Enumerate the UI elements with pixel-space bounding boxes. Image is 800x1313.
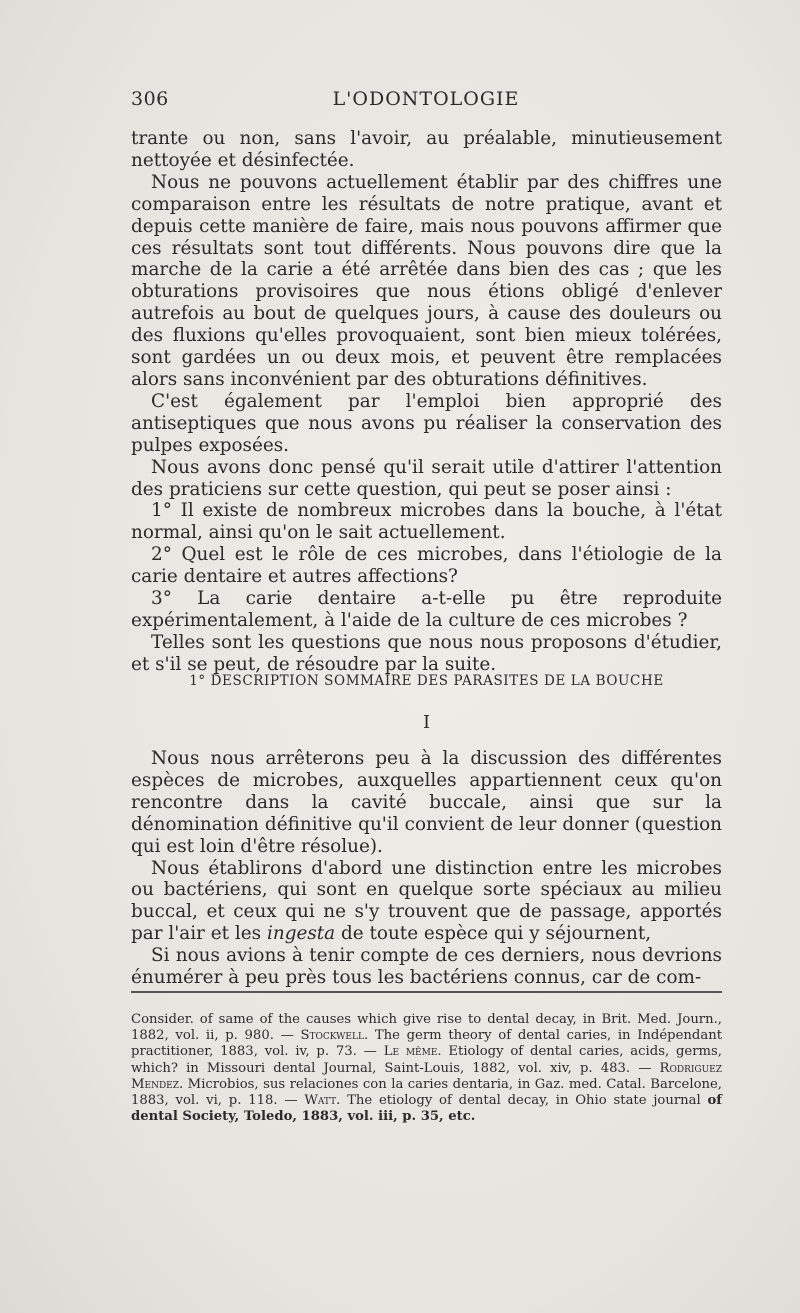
- paragraph: [131, 858, 722, 946]
- footnote-text: . The germ theory of dental caries, in Indépendant practitioner, 1883, vol. iv, p. 73. —: [131, 1028, 723, 1060]
- footnote-text: of dental Society, Toledo, 1883, vol. iii, p. 35, etc.: [131, 1093, 722, 1125]
- paragraph: Nous avons donc pensé qu'il serait utile d'attirer l'attention des praticiens sur cette question, qui peut se poser ainsi :: [131, 456, 722, 500]
- footnote-author: Le même: [383, 1044, 438, 1060]
- footnote-text: . The etiology of dental decay, in Ohio state journal: [336, 1093, 708, 1109]
- text-run: de toute espèce qui y séjournent,: [335, 923, 652, 945]
- list-item: 3° La carie dentaire a-t-elle pu être reproduite expérimentalement, à l'aide de la culture de ces microbes ?: [131, 588, 722, 631]
- footnote-text: . Microbios, sus relaciones con la caries dentaria, in Gaz. med. Catal. Barcelone, 1883, vol. vi, p. 118. —: [131, 1076, 722, 1109]
- paragraph: Nous ne pouvons actuellement établir par des chiffres une comparaison entre les résultats de notre pratique, avant et depuis cette manière de faire, mais nous pouvons affirmer que ces résultats sont tout différents. Nous pouvons dire que la marche de la carie a été arrêtée dans bien des cas ; que les obturations provisoires que nous étions obligé d'enlever autrefois au bout de quelques jours, à cause des douleurs ou des fluxions qu'elles provoquaient, sont bien mieux tolérées, sont gardées un ou deux mois, et peuvent être remplacées alors sans inconvénient par des obturations définitives.: [131, 171, 722, 390]
- page-number: 306: [131, 88, 169, 110]
- page-header: [131, 88, 721, 114]
- paragraph: Nous nous arrêterons peu à la discussion des différentes espèces de microbes, auxquelles appartiennent ceux qu'on rencontre dans la cavité buccale, ainsi que sur la dénomination définitive qu'il convient de leur donner (question qui est loin d'être résolue).: [131, 748, 722, 857]
- section-heading: 1° DESCRIPTION SOMMAIRE DES PARASITES DE LA BOUCHE: [189, 673, 664, 689]
- body-text: [131, 128, 722, 676]
- footnote-text: . Etiology of dental caries, acids, germs, which? in Missouri dental Journal, Saint-Louis, 1882, vol. xiv, p. 483. —: [131, 1044, 722, 1076]
- footnote-author: Watt: [304, 1093, 337, 1109]
- footnote-author: Rodriguez Mendez: [131, 1060, 722, 1092]
- text-run: Nous établirons d'abord une distinction entre les microbes ou bactériens, qui sont en quelque sorte spéciaux au milieu buccal, et ceux qui ne s'y trouvent que de passage, apportés par l'air et les: [131, 857, 722, 945]
- paragraph: Si nous avions à tenir compte de ces derniers, nous devrions énumérer à peu près tous les bactériens connus, car de com-: [131, 945, 722, 989]
- paragraph: C'est également par l'emploi bien approprié des antiseptiques que nous avons pu réaliser la conservation des pulpes exposées.: [131, 390, 722, 456]
- footnote-text: Consider. of same of the causes which give rise to dental decay, in Brit. Med. Journ., 1882, vol. ii, p. 980. —: [131, 1012, 722, 1044]
- list-item: 2° Quel est le rôle de ces microbes, dans l'étiologie de la carie dentaire et autres affections?: [131, 544, 722, 588]
- running-title: L'ODONTOLOGIE: [332, 88, 520, 110]
- footnote-author: Stockwell: [300, 1028, 364, 1044]
- section-body-text: [131, 748, 722, 989]
- paragraph: Telles sont les questions que nous nous proposons d'étudier, et s'il se peut, de résoudre par la suite.: [131, 631, 722, 675]
- footnote-divider: [131, 991, 722, 993]
- section-numeral: I: [422, 712, 431, 733]
- italic-term: ingesta: [266, 923, 336, 945]
- footnote: [131, 1012, 722, 1125]
- list-item: 1° Il existe de nombreux microbes dans la bouche, à l'état normal, ainsi qu'on le sait actuellement.: [131, 500, 722, 544]
- paragraph: trante ou non, sans l'avoir, au préalable, minutieusement nettoyée et désinfectée.: [131, 128, 722, 171]
